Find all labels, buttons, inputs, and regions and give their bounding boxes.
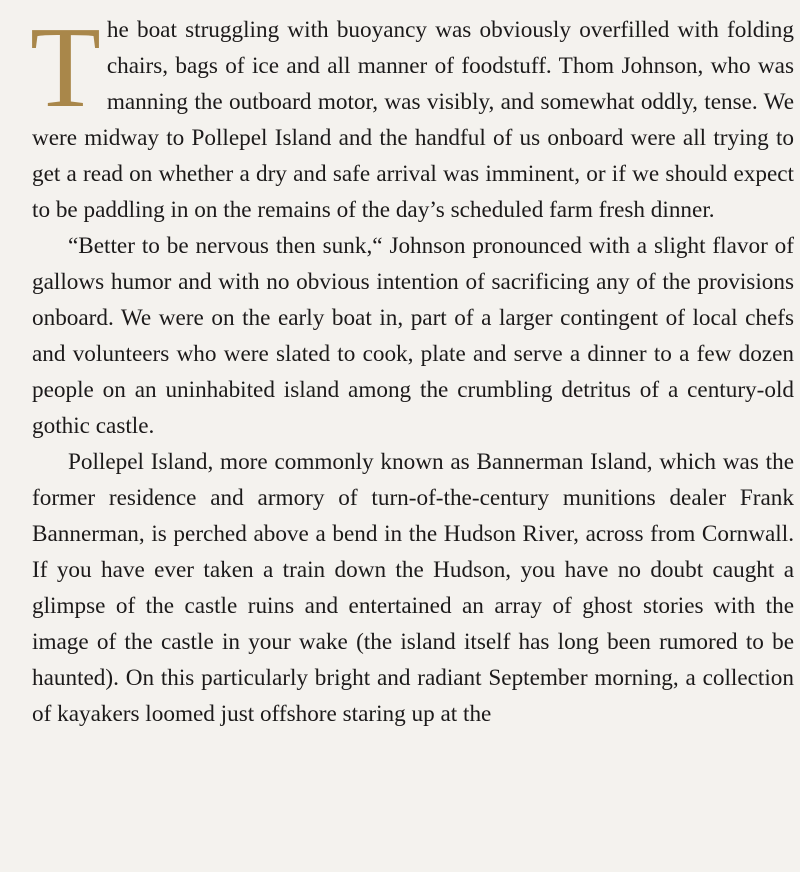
paragraph-1: [30, 4, 794, 228]
drop-cap: T: [30, 4, 101, 132]
paragraph-2-text: “Better to be nervous then sunk,“ Johnson pronounced with a slight flavor of gallows humor and with no obvious intention of sacrificing any of the provisions onboard. We were on the early boat in, part of a larger contingent of local chefs and volunteers who were slated to cook, plate and serve a dinner to a few dozen people on an uninhabited island among the crumbling detritus of a century-old gothic castle.: [32, 233, 794, 439]
paragraph-2: [32, 228, 794, 444]
paragraph-1-text: he boat struggling with buoyancy was obviously overfilled with folding chairs, bags of ice and all manner of foodstuff. Thom Johnson, who was manning the outboard motor, was visibly, and somewhat oddly, tense. We were midway to Pollepel Island and the handful of us onboard were all trying to get a read on whether a dry and safe arrival was imminent, or if we should expect to be paddling in on the remains of the day’s scheduled farm fresh dinner.: [32, 17, 794, 223]
paragraph-3: [32, 444, 794, 732]
paragraph-3-text: Pollepel Island, more commonly known as Bannerman Island, which was the former residence and armory of turn-of-the-century munitions dealer Frank Bannerman, is perched above a bend in the Hudson River, across from Cornwall. If you have ever taken a train down the Hudson, you have no doubt caught a glimpse of the castle ruins and entertained an array of ghost stories with the image of the castle in your wake (the island itself has long been rumored to be haunted). On this particularly bright and radiant September morning, a collection of kayakers loomed just offshore staring up at the: [32, 449, 794, 727]
